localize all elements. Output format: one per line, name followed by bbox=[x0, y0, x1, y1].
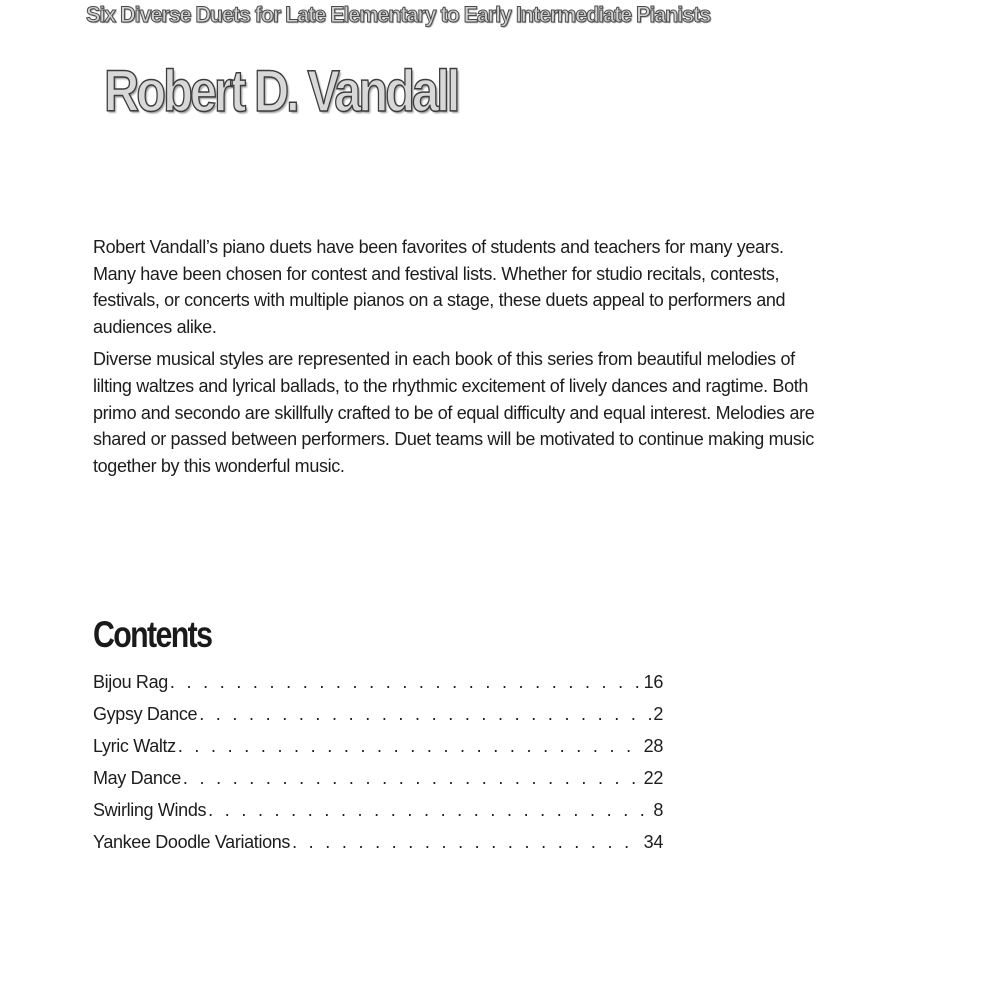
series-title: Six Diverse Duets for Late Elementary to Early Intermediate Pianists bbox=[86, 2, 711, 27]
toc-entry-page: 34 bbox=[643, 832, 663, 852]
intro-paragraph: Diverse musical styles are represented in each book of this series from beautiful melodies of lilting waltzes and lyrical ballads, to the rhythmic excitement of lively dances and ragtime. Both primo and secondo are skillfully crafted to be of equal difficulty and equal interest. Melodies are shared or passed between performers. Duet teams will be motivated to continue making music together by this wonderful music. bbox=[93, 349, 815, 476]
dot-leader bbox=[292, 832, 642, 853]
toc-entry-page: 28 bbox=[643, 736, 663, 756]
toc-entry-title: Bijou Rag bbox=[93, 672, 168, 692]
toc-entry bbox=[93, 768, 663, 800]
table-of-contents bbox=[93, 672, 663, 864]
intro-text bbox=[93, 234, 828, 485]
toc-entry-page: 8 bbox=[653, 800, 663, 820]
toc-entry-page: 16 bbox=[643, 672, 663, 692]
toc-entry-page: 22 bbox=[643, 768, 663, 788]
dot-leader bbox=[199, 704, 651, 725]
dot-leader bbox=[178, 736, 642, 757]
toc-entry bbox=[93, 800, 663, 832]
toc-entry-title: Swirling Winds bbox=[93, 800, 207, 820]
toc-entry bbox=[93, 704, 663, 736]
dot-leader bbox=[183, 768, 642, 789]
toc-entry-page: 2 bbox=[653, 704, 663, 724]
toc-entry bbox=[93, 736, 663, 768]
author-name: Robert D. Vandall bbox=[104, 59, 458, 124]
toc-entry-title: Yankee Doodle Variations bbox=[93, 832, 291, 852]
dot-leader bbox=[208, 800, 651, 821]
toc-entry-title: Lyric Waltz bbox=[93, 736, 176, 756]
dot-leader bbox=[170, 672, 642, 693]
toc-entry-title: Gypsy Dance bbox=[93, 704, 198, 724]
toc-entry-title: May Dance bbox=[93, 768, 181, 788]
contents-heading: Contents bbox=[93, 614, 212, 655]
toc-entry bbox=[93, 672, 663, 704]
toc-entry bbox=[93, 832, 663, 864]
intro-paragraph: Robert Vandall’s piano duets have been favorites of students and teachers for many years. Many have been chosen for contest and festival lists. Whether for studio recitals, contests, festivals, or concerts with multiple pianos on a stage, these duets appeal to performers and audiences alike. bbox=[93, 237, 786, 337]
